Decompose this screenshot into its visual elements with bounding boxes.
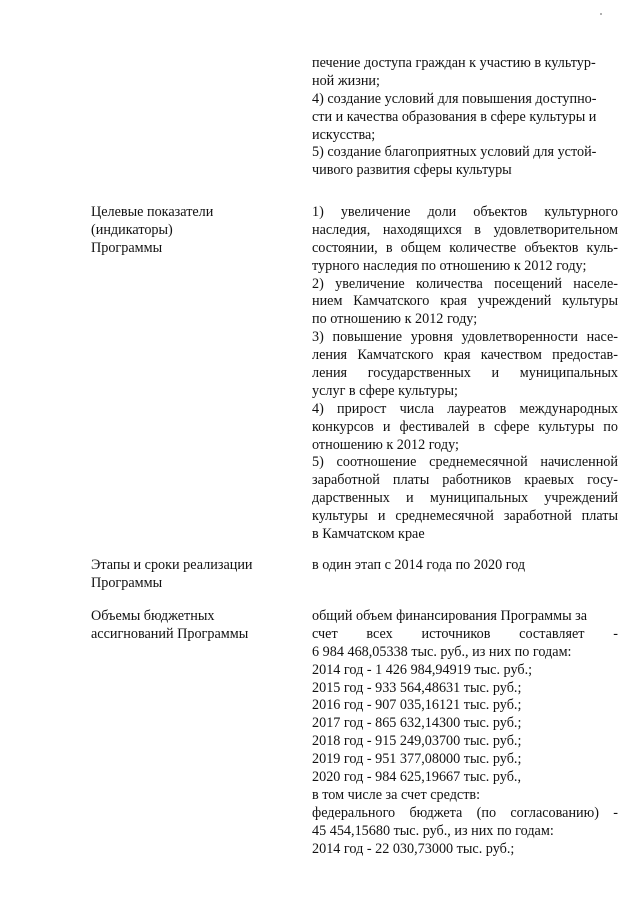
- text-line: 5) создание благоприятных условий для устой-: [312, 144, 597, 161]
- text-line: отношению к 2012 году;: [312, 436, 459, 453]
- text-line: чивого развития сферы культуры: [312, 162, 512, 179]
- text-line: 3) повышение уровня удовлетворенности насе-: [312, 329, 618, 346]
- text-line: 2018 год - 915 249,03700 тыс. руб.;: [312, 733, 522, 750]
- section-content-stages: [312, 557, 618, 575]
- section-label-indicators: [91, 204, 291, 258]
- label-line: ассигнований Программы: [91, 625, 249, 642]
- text-line: 45 454,15680 тыс. руб., из них по годам:: [312, 822, 554, 839]
- label-line: Объемы бюджетных: [91, 608, 215, 624]
- text-line: по отношению к 2012 году;: [312, 311, 478, 328]
- text-line: счет всех источников составляет -: [312, 625, 618, 642]
- section-content-indicators: [312, 204, 618, 544]
- text-line: нием Камчатского края учреждений культуры: [312, 293, 618, 310]
- text-line: 1) увеличение доли объектов культурного: [312, 204, 618, 220]
- text-line: в том числе за счет средств:: [312, 786, 481, 803]
- text-line: сти и качества образования в сфере культуры и: [312, 108, 597, 125]
- text-line: 5) соотношение среднемесячной начисленной: [312, 454, 618, 471]
- text-line: общий объем финансирования Программы за: [312, 608, 588, 624]
- text-line: ления Камчатского края качеством предостав-: [312, 347, 618, 364]
- label-line: Целевые показатели: [91, 204, 214, 220]
- label-line: Программы: [91, 574, 163, 591]
- text-line: печение доступа граждан к участию в культур-: [312, 55, 596, 71]
- text-line: наследия, находящихся в удовлетворительном: [312, 221, 618, 238]
- text-line: 2017 год - 865 632,14300 тыс. руб.;: [312, 715, 522, 732]
- section-content-budget: [312, 608, 618, 858]
- text-line: ления государственных и муниципальных: [312, 365, 618, 382]
- text-line: 2020 год - 984 625,19667 тыс. руб.,: [312, 769, 522, 786]
- label-line: Программы: [91, 239, 163, 256]
- text-line: заработной платы работников краевых госу-: [312, 472, 618, 489]
- text-line: 4) создание условий для повышения доступно-: [312, 90, 597, 107]
- text-line: в один этап с 2014 года по 2020 год: [312, 557, 526, 573]
- text-line: услуг в сфере культуры;: [312, 382, 458, 399]
- label-line: Этапы и сроки реализации: [91, 557, 253, 573]
- text-line: 4) прирост числа лауреатов международных: [312, 400, 618, 417]
- text-line: турного наследия по отношению к 2012 году;: [312, 257, 587, 274]
- continuation-text: [312, 55, 618, 180]
- text-line: 2015 год - 933 564,48631 тыс. руб.;: [312, 679, 522, 696]
- text-line: ной жизни;: [312, 72, 380, 89]
- text-line: 2014 год - 1 426 984,94919 тыс. руб.;: [312, 661, 533, 678]
- text-line: в Камчатском крае: [312, 526, 425, 543]
- text-line: искусства;: [312, 126, 376, 143]
- text-line: федерального бюджета (по согласованию) -: [312, 804, 618, 821]
- text-line: дарственных и муниципальных учреждений: [312, 490, 618, 507]
- text-line: 2014 год - 22 030,73000 тыс. руб.;: [312, 840, 515, 857]
- section-label-stages: [91, 557, 291, 593]
- scan-speck: [600, 13, 602, 15]
- label-line: (индикаторы): [91, 221, 173, 238]
- text-line: состоянии, в общем количестве объектов куль-: [312, 239, 618, 256]
- text-line: 2016 год - 907 035,16121 тыс. руб.;: [312, 697, 522, 714]
- section-label-budget: [91, 608, 291, 644]
- text-line: 2) увеличение количества посещений населе-: [312, 275, 618, 292]
- text-line: конкурсов и фестивалей в сфере культуры по: [312, 418, 618, 435]
- text-line: 6 984 468,05338 тыс. руб., из них по годам:: [312, 643, 572, 660]
- text-line: культуры и среднемесячной заработной платы: [312, 508, 618, 525]
- text-line: 2019 год - 951 377,08000 тыс. руб.;: [312, 751, 522, 768]
